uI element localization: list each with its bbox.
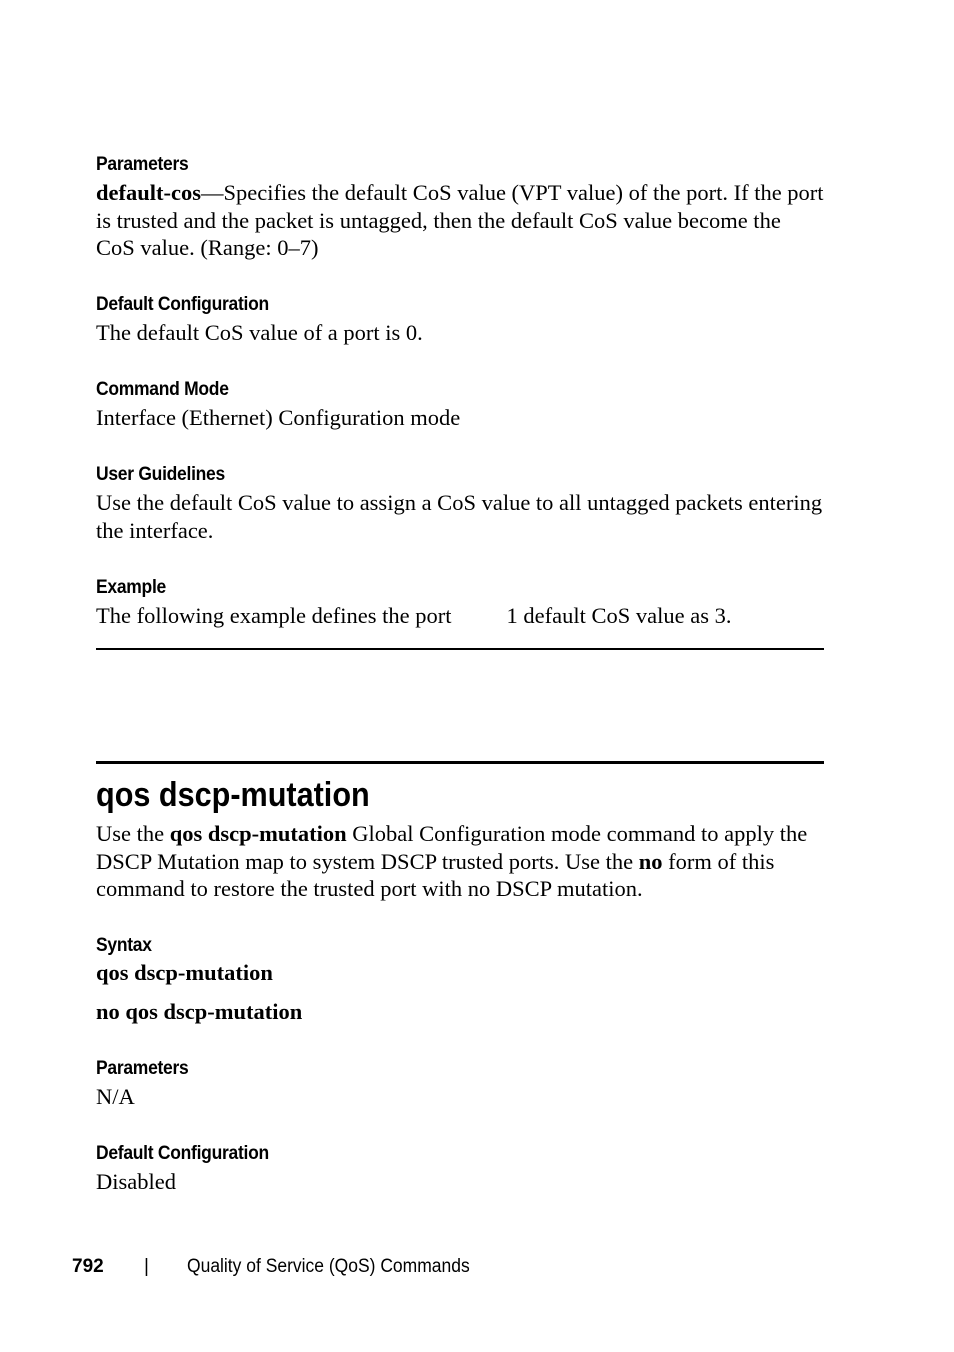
parameters-heading-2: Parameters xyxy=(96,1058,189,1079)
syntax-line-1: qos dscp-mutation xyxy=(96,960,273,985)
footer-separator: | xyxy=(144,1256,149,1277)
example-text xyxy=(96,602,824,630)
intro-text-3: form of this command to restore the trusted port with no DSCP mutation. xyxy=(96,848,775,901)
default-configuration-text: The default CoS value of a port is 0. xyxy=(96,320,423,345)
intro-text-2: Global Configuration mode command to apply the DSCP Mutation map to system DSCP trusted ports. Use the xyxy=(96,821,808,874)
parameter-description: —Specifies the default CoS value (VPT value) of the port. If the port is trusted and the packet is untagged, then the default CoS value become the CoS value. (Range: 0–7) xyxy=(96,180,824,260)
intro-text-1: Use the xyxy=(96,821,170,846)
user-guidelines-heading: User Guidelines xyxy=(96,464,225,485)
parameters-text-2: N/A xyxy=(96,1084,135,1109)
user-guidelines-text: Use the default CoS value to assign a CoS value to all untagged packets entering the interface. xyxy=(96,490,823,543)
default-configuration-heading: Default Configuration xyxy=(96,294,269,315)
default-configuration-text-2: Disabled xyxy=(96,1169,176,1194)
footer-chapter: Quality of Service (QoS) Commands xyxy=(187,1256,470,1277)
command-title: qos dscp-mutation xyxy=(96,776,370,814)
example-text-after: 1 default CoS value as 3. xyxy=(506,603,732,628)
intro-command-name: qos dscp-mutation xyxy=(169,821,347,846)
page-number: 792 xyxy=(72,1256,104,1277)
intro-no-keyword: no xyxy=(638,848,663,874)
syntax-line-2: no qos dscp-mutation xyxy=(96,999,303,1024)
command-mode-text: Interface (Ethernet) Configuration mode xyxy=(96,405,461,430)
command-intro xyxy=(96,820,824,903)
example-text-before: The following example defines the port xyxy=(96,603,452,628)
parameters-text xyxy=(96,179,824,262)
parameters-heading: Parameters xyxy=(96,154,189,175)
default-configuration-heading-2: Default Configuration xyxy=(96,1143,269,1164)
example-heading: Example xyxy=(96,577,166,598)
command-mode-heading: Command Mode xyxy=(96,379,229,400)
parameter-term: default-cos xyxy=(96,180,201,205)
title-rule xyxy=(96,761,824,764)
syntax-heading: Syntax xyxy=(96,935,152,956)
section-divider xyxy=(96,648,824,650)
